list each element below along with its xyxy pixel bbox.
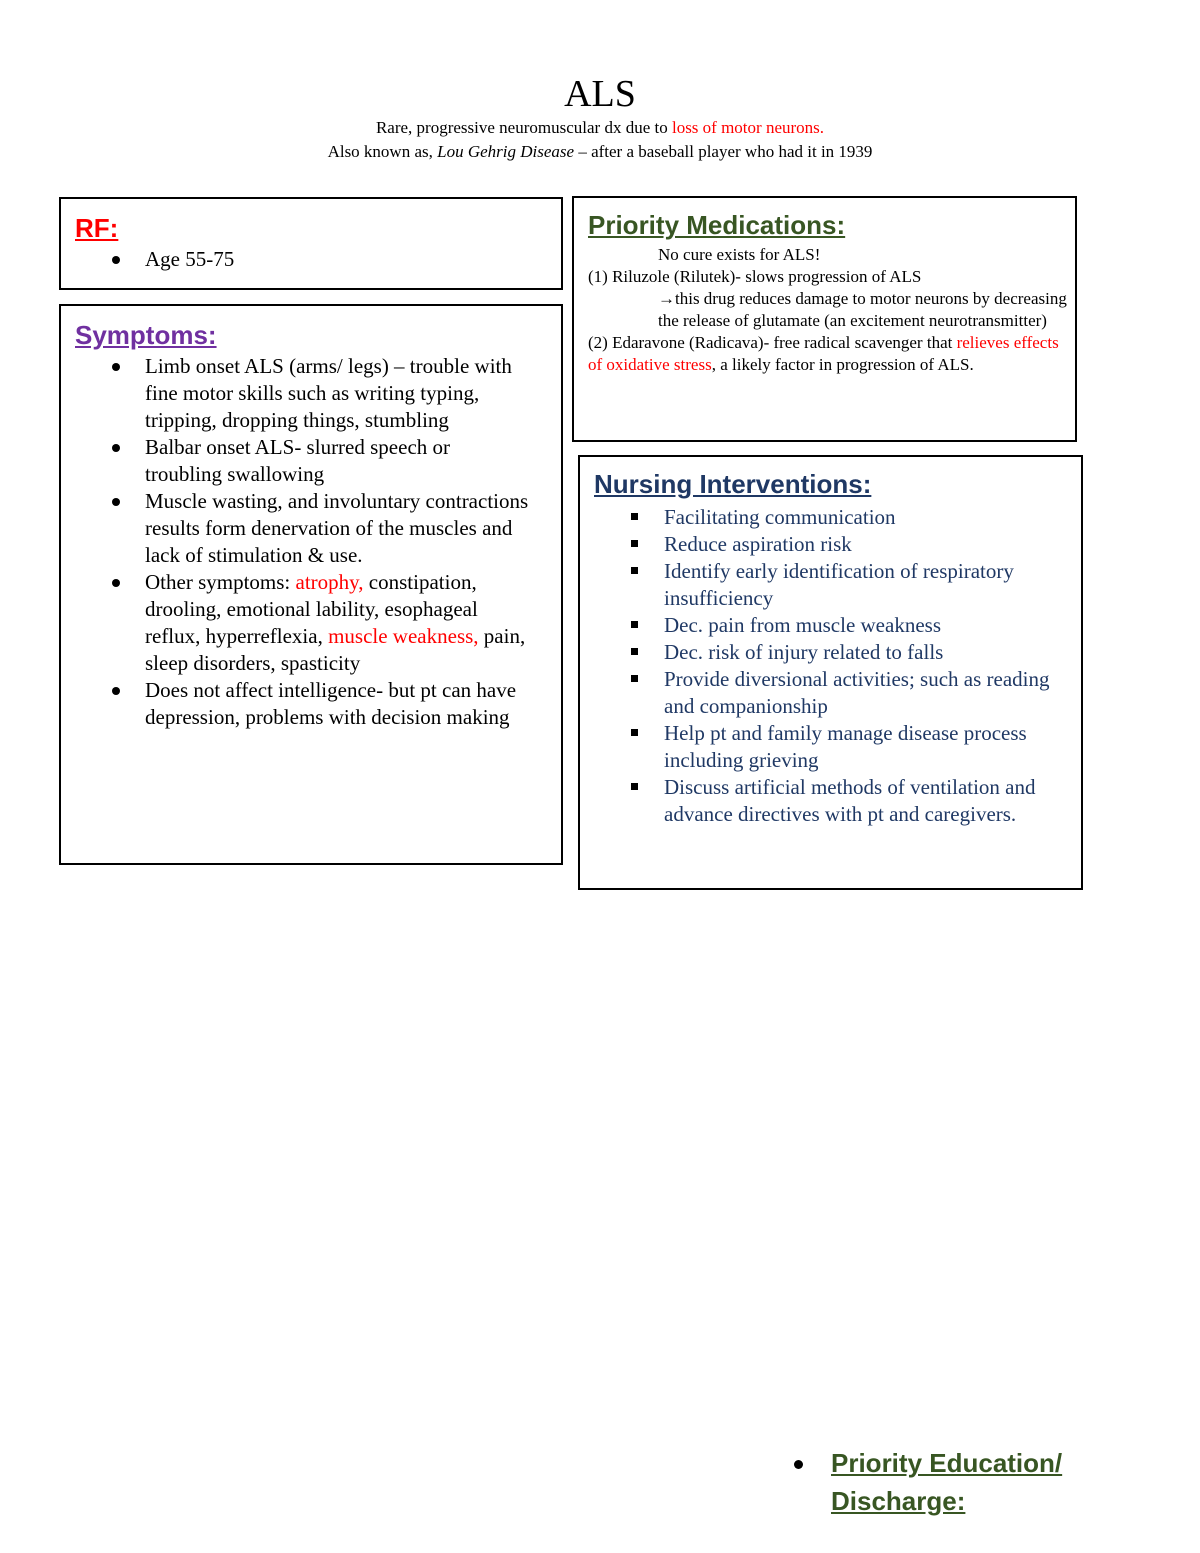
medication-2-suffix: , a likely factor in progression of ALS. [711,355,974,374]
medication-1-note [588,288,1068,332]
list-item: Age 55-75 [61,246,551,273]
medications-box [572,196,1077,442]
subtitle-line-1-highlight: loss of motor neurons. [671,118,825,137]
list-item [61,569,531,677]
medications-body [588,244,1068,376]
symptoms-heading: Symptoms: [75,320,217,350]
list-item: Help pt and family manage disease process including grieving [580,720,1060,774]
list-item: Discuss artificial methods of ventilation and advance directives with pt and caregivers. [580,774,1060,828]
education-heading: Priority Education/ Discharge: [831,1448,1063,1516]
medication-1: (1) Riluzole (Rilutek)- slows progression of ALS [588,267,922,286]
subtitle-line-2-text: Also known as, [327,142,438,161]
subtitle-line-2-italic: Lou Gehrig Disease [437,142,575,161]
subtitle-line-2-suffix: – after a baseball player who had it in 1939 [574,142,873,161]
symptom-text: constipation, drooling, emotional lability, esophageal reflux, hyperreflexia, [145,570,478,648]
arrow-icon: → [658,289,675,308]
rf-list [61,246,551,273]
list-item: Dec. risk of injury related to falls [580,639,1060,666]
subtitle-line-1 [0,117,1200,139]
page-title: ALS [564,73,636,115]
medication-2-highlight: relieves effects of oxidative stress [588,333,1059,374]
symptom-text: Other symptoms: [145,570,296,594]
nursing-list [580,504,1060,828]
list-item: Dec. pain from muscle weakness [580,612,1060,639]
symptom-highlight: atrophy, [295,570,364,594]
list-item: Balbar onset ALS- slurred speech or troubling swallowing [61,434,531,488]
medications-heading: Priority Medications: [588,210,846,240]
no-cure-note: No cure exists for ALS! [658,245,821,264]
medication-2-text: (2) Edaravone (Radicava)- free radical scavenger that [588,333,957,352]
list-item: Does not affect intelligence- but pt can have depression, problems with decision making [61,677,531,731]
list-item: Facilitating communication [580,504,1060,531]
nursing-box [578,455,1083,890]
subtitle-line-1-text: Rare, progressive neuromuscular dx due to [375,118,672,137]
list-item: Muscle wasting, and involuntary contractions results form denervation of the muscles and lack of stimulation & use. [61,488,531,569]
list-item: Reduce aspiration risk [580,531,1060,558]
symptom-highlight: muscle weakness, [328,624,479,648]
medication-2 [588,332,1068,376]
list-item: Provide diversional activities; such as reading and companionship [580,666,1060,720]
list-item: Identify early identification of respiratory insufficiency [580,558,1060,612]
medication-1-note-text: this drug reduces damage to motor neurons by decreasing the release of glutamate (an excitement neurotransmitter) [658,289,1067,330]
rf-box [59,197,563,290]
list-item: Limb onset ALS (arms/ legs) – trouble with fine motor skills such as writing typing, tripping, dropping things, stumbling [61,353,531,434]
rf-heading: RF: [75,213,119,243]
subtitle-line-2 [0,141,1200,163]
symptom-text: pain, sleep disorders, spasticity [145,624,526,675]
nursing-heading: Nursing Interventions: [594,469,872,499]
bullet-icon [794,1460,803,1469]
symptoms-list [61,353,531,731]
symptoms-box [59,304,563,865]
